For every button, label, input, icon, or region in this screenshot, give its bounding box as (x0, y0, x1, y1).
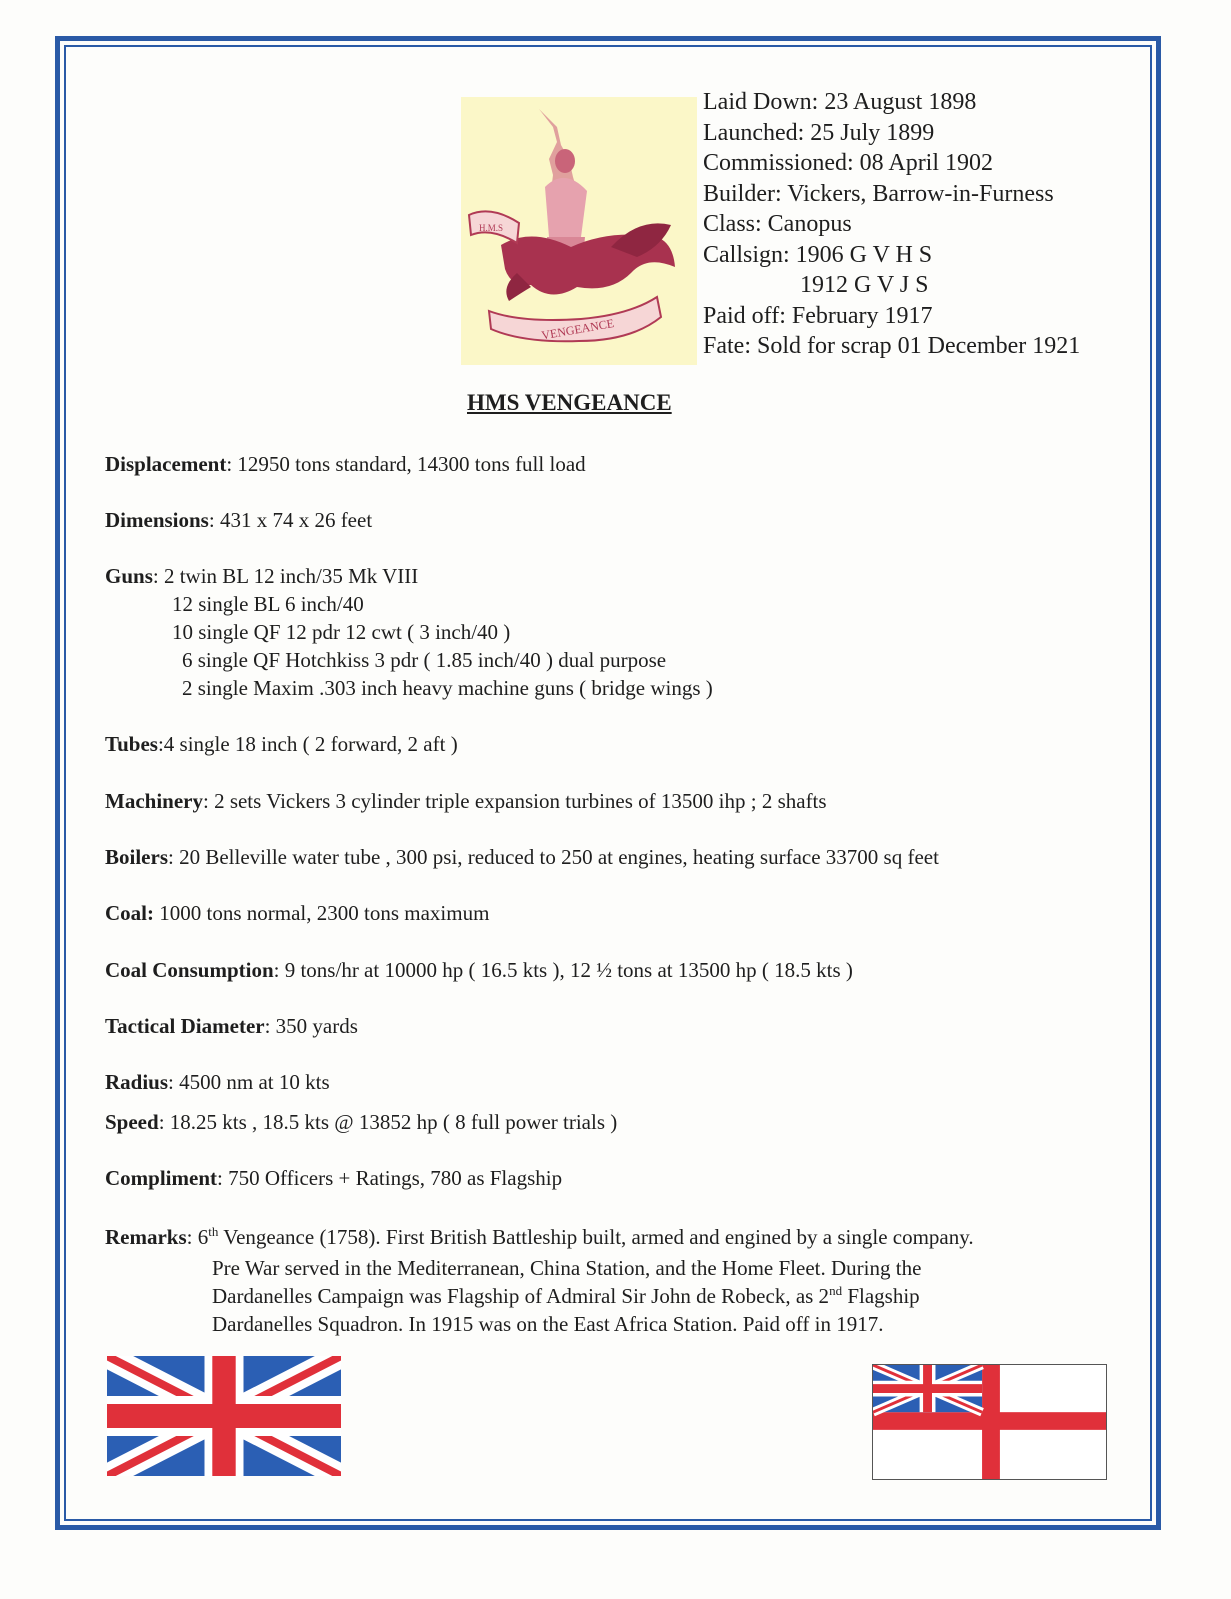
remarks-text: Dardanelles Campaign was Flagship of Admiral Sir John de Robeck, as 2 (212, 1284, 830, 1308)
ship-crest (461, 97, 697, 365)
ship-header-info (703, 87, 1080, 362)
remarks-body (212, 1254, 921, 1338)
spec-value: : 431 x 74 x 26 feet (208, 508, 373, 532)
spec-value: : 20 Belleville water tube , 300 psi, reduced to 250 at engines, heating surface 33700 sq feet (168, 845, 939, 869)
gun-line: 6 single QF Hotchkiss 3 pdr ( 1.85 inch/40 ) dual purpose (182, 648, 667, 672)
fate: Fate: Sold for scrap 01 December 1921 (703, 333, 1081, 359)
spec-tactical-diameter (105, 1014, 358, 1039)
spec-value: : 350 yards (264, 1014, 358, 1038)
spec-value: 1000 tons normal, 2300 tons maximum (154, 901, 490, 925)
white-ensign-flag (872, 1364, 1107, 1480)
spec-tubes (105, 732, 458, 757)
spec-label: Coal Consumption (105, 958, 274, 982)
spec-value: :4 single 18 inch ( 2 forward, 2 aft ) (157, 732, 458, 756)
gun-line: 10 single QF 12 pdr 12 cwt ( 3 inch/40 ) (172, 620, 511, 644)
spec-dimensions (105, 508, 372, 533)
spec-label: Machinery (105, 789, 203, 813)
spec-displacement (105, 452, 586, 477)
callsign-1912: 1912 G V J S (800, 272, 929, 298)
gun-line: 12 single BL 6 inch/40 (172, 592, 364, 616)
spec-radius (105, 1070, 330, 1095)
spec-label: Displacement (105, 452, 227, 476)
callsign-1906: Callsign: 1906 G V H S (703, 241, 933, 268)
spec-boilers (105, 845, 939, 870)
spec-speed (105, 1110, 617, 1135)
spec-label: Speed (105, 1110, 159, 1134)
remarks-superscript: th (208, 1224, 219, 1239)
remarks-line: Dardanelles Squadron. In 1915 was on the East Africa Station. Paid off in 1917. (212, 1312, 884, 1336)
spec-label: Radius (105, 1070, 169, 1094)
spec-machinery (105, 789, 827, 814)
page-title: HMS VENGEANCE (467, 390, 672, 415)
spec-value: : 4500 nm at 10 kts (168, 1070, 330, 1094)
spec-label: Boilers (105, 845, 168, 869)
spec-compliment (105, 1166, 562, 1191)
spec-value: : 2 twin BL 12 inch/35 Mk VIII (152, 564, 419, 588)
builder: Builder: Vickers, Barrow-in-Furness (703, 180, 1054, 207)
spec-value: : 2 sets Vickers 3 cylinder triple expansion turbines of 13500 ihp ; 2 shafts (202, 789, 827, 813)
spec-label: Compliment (105, 1166, 217, 1190)
spec-guns (105, 564, 418, 589)
crest-ribbon-top: H.M.S (479, 223, 504, 233)
spec-label: Coal: (105, 901, 154, 925)
spec-value: : 18.25 kts , 18.5 kts @ 13852 hp ( 8 full power trials ) (158, 1110, 618, 1134)
remarks-text: : 6 (186, 1225, 209, 1249)
launched: Launched: 25 July 1899 (703, 119, 935, 146)
spec-label: Remarks (105, 1225, 187, 1249)
class: Class: Canopus (703, 211, 852, 237)
remarks-text: Flagship (842, 1284, 920, 1308)
remarks-line (212, 1282, 921, 1310)
spec-label: Tubes (105, 732, 158, 756)
crest-ribbon-bottom: VENGEANCE (540, 315, 616, 343)
paid-off: Paid off: February 1917 (703, 302, 933, 329)
spec-value: : 12950 tons standard, 14300 tons full load (226, 452, 586, 476)
spec-label: Guns (105, 564, 153, 588)
spec-coal-consumption (105, 958, 853, 983)
laid-down: Laid Down: 23 August 1898 (703, 89, 977, 115)
spec-label: Dimensions (105, 508, 209, 532)
spec-label: Tactical Diameter (105, 1014, 265, 1038)
gun-line: 2 single Maxim .303 inch heavy machine guns ( bridge wings ) (182, 676, 713, 700)
remarks-text: Vengeance (1758). First British Battleship built, armed and engined by a single company. (218, 1225, 974, 1249)
remarks-line: Pre War served in the Mediterranean, China Station, and the Home Fleet. During the (212, 1256, 922, 1280)
spec-remarks (105, 1225, 974, 1250)
union-jack-flag (107, 1356, 341, 1476)
spec-value: : 9 tons/hr at 10000 hp ( 16.5 kts ), 12 ½ tons at 13500 hp ( 18.5 kts ) (273, 958, 853, 982)
commissioned: Commissioned: 08 April 1902 (703, 150, 994, 176)
spec-coal (105, 901, 489, 926)
remarks-superscript: nd (829, 1283, 843, 1298)
spec-value: : 750 Officers + Ratings, 780 as Flagship (217, 1166, 563, 1190)
